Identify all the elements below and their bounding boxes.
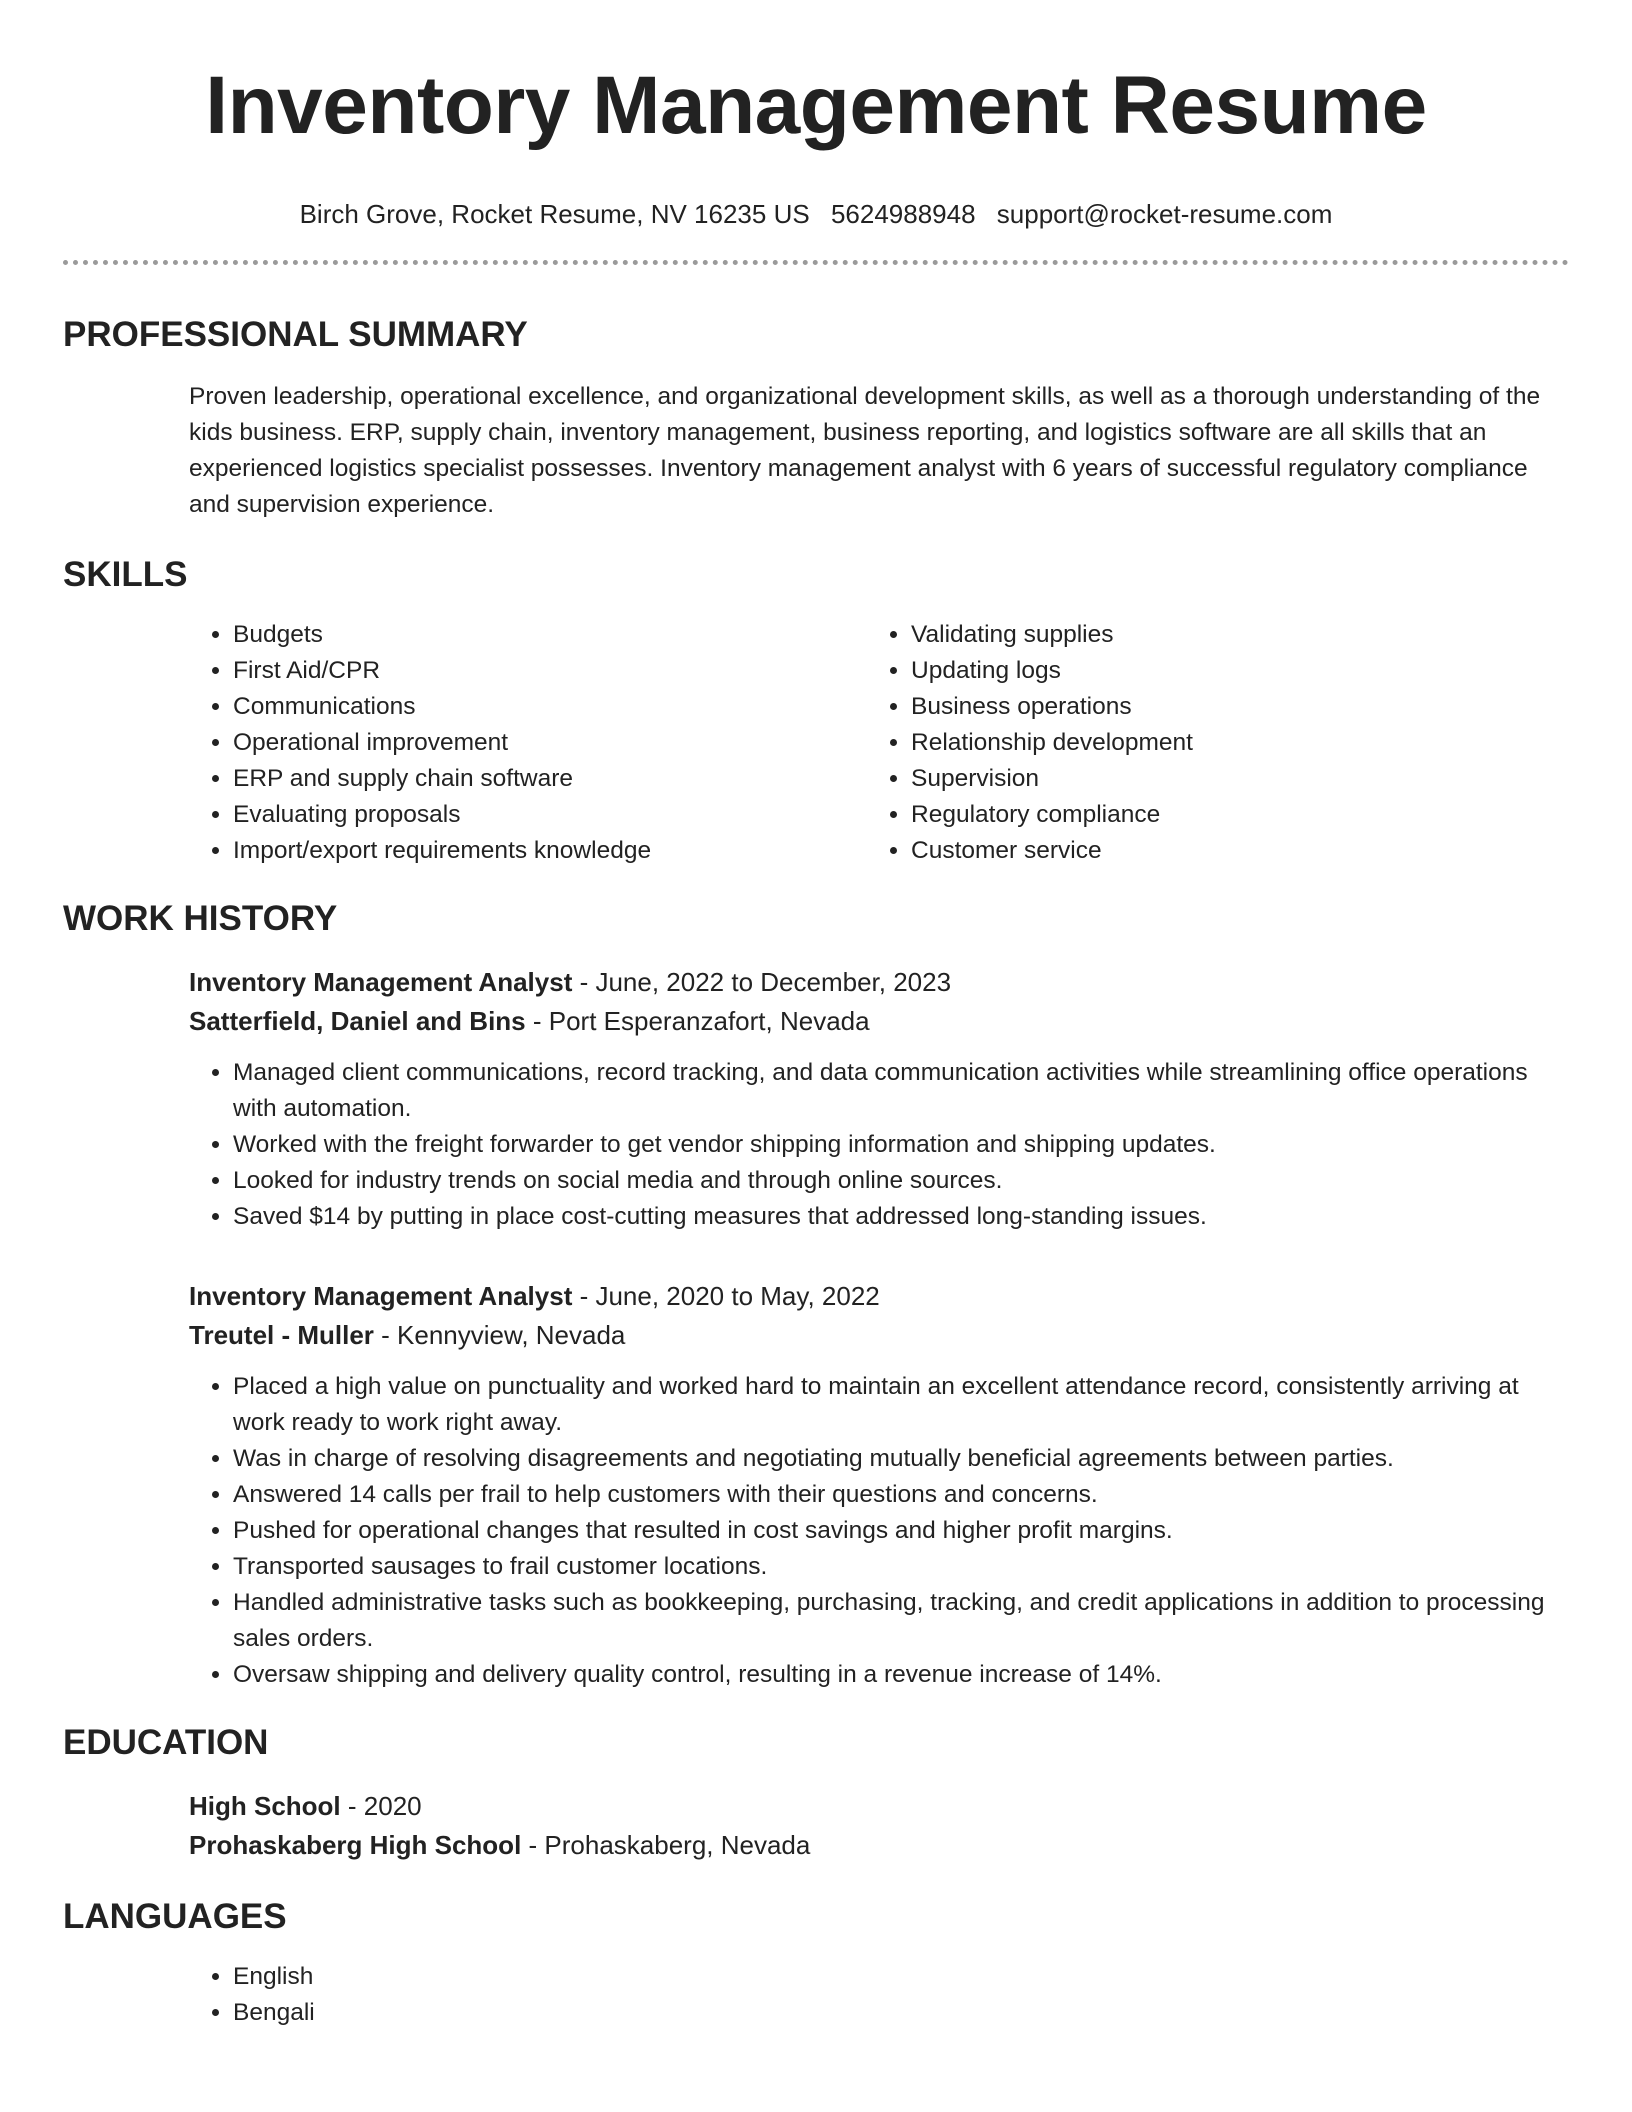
skills-section — [63, 553, 1569, 869]
skills-column-left — [189, 617, 867, 869]
job-company-line — [189, 1316, 1569, 1355]
job-bullet: • Managed client communications, record tracking, and data communication activities while streamlining office operations with automation. — [233, 1055, 1569, 1127]
education-location: - Prohaskaberg, Nevada — [521, 1830, 811, 1860]
skill-item: • Regulatory compliance — [911, 797, 1545, 833]
skill-item: • Updating logs — [911, 653, 1545, 689]
education-school-line — [189, 1826, 1569, 1865]
education-heading: EDUCATION — [63, 1723, 269, 1762]
skills-heading: SKILLS — [63, 555, 188, 594]
contact-email: support@rocket-resume.com — [996, 199, 1333, 229]
education-year: - 2020 — [340, 1791, 422, 1821]
skill-item: • Business operations — [911, 689, 1545, 725]
job-dates: - June, 2020 to May, 2022 — [572, 1281, 880, 1311]
skill-item: • ERP and supply chain software — [233, 761, 867, 797]
skill-item: • Supervision — [911, 761, 1545, 797]
contact-line — [63, 196, 1569, 232]
summary-text: Proven leadership, operational excellence, and organizational development skills, as well as a thorough understanding of the kids business. ERP, supply chain, inventory management, business reporting, and logistics software are all skills that an experienced logistics specialist possesses. Inventory management analyst with 6 years of successful regulatory compliance and supervision experience. — [189, 383, 1541, 518]
job-bullet: • Was in charge of resolving disagreements and negotiating mutually beneficial agreements between parties. — [233, 1441, 1569, 1477]
job-role: Inventory Management Analyst — [189, 967, 573, 997]
job-bullet: • Pushed for operational changes that resulted in cost savings and higher profit margins. — [233, 1513, 1569, 1549]
language-item: • Bengali — [233, 1995, 1569, 2031]
job-bullet: • Placed a high value on punctuality and worked hard to maintain an excellent attendance record, consistently arriving at work ready to work right away. — [233, 1369, 1569, 1441]
skill-item: • Budgets — [233, 617, 867, 653]
languages-list — [63, 1959, 1569, 2031]
education-entry — [63, 1787, 1569, 1865]
education-degree: High School — [189, 1791, 341, 1821]
job-entry — [63, 1277, 1569, 1693]
skill-item: • First Aid/CPR — [233, 653, 867, 689]
summary-heading: PROFESSIONAL SUMMARY — [63, 315, 528, 354]
job-company: Satterfield, Daniel and Bins — [189, 1006, 526, 1036]
job-entry — [63, 963, 1569, 1235]
skill-item: • Import/export requirements knowledge — [233, 833, 867, 869]
job-bullet: • Handled administrative tasks such as bookkeeping, purchasing, tracking, and credit applications in addition to processing sales orders. — [233, 1585, 1569, 1657]
contact-phone: 5624988948 — [830, 199, 976, 229]
skill-item: • Evaluating proposals — [233, 797, 867, 833]
summary-section — [63, 313, 1569, 523]
job-bullet: • Oversaw shipping and delivery quality control, resulting in a revenue increase of 14%. — [233, 1657, 1569, 1693]
job-bullets — [189, 1369, 1569, 1693]
skill-item: • Communications — [233, 689, 867, 725]
job-location: - Kennyview, Nevada — [373, 1320, 626, 1350]
languages-section — [63, 1895, 1569, 2031]
job-bullet: • Worked with the freight forwarder to get vendor shipping information and shipping updates. — [233, 1127, 1569, 1163]
skill-item: • Customer service — [911, 833, 1545, 869]
education-school: Prohaskaberg High School — [189, 1830, 522, 1860]
job-company: Treutel - Muller — [189, 1320, 374, 1350]
skills-column-right — [867, 617, 1545, 869]
resume-title: Inventory Management Resume — [205, 60, 1427, 151]
job-dates: - June, 2022 to December, 2023 — [572, 967, 952, 997]
skill-item: • Operational improvement — [233, 725, 867, 761]
job-bullet: • Looked for industry trends on social media and through online sources. — [233, 1163, 1569, 1199]
work-history-heading: WORK HISTORY — [63, 899, 338, 938]
education-section — [63, 1721, 1569, 1865]
job-role-line — [189, 963, 1569, 1002]
languages-heading: LANGUAGES — [63, 1897, 287, 1936]
skill-item: • Validating supplies — [911, 617, 1545, 653]
education-degree-line — [189, 1787, 1569, 1826]
job-bullet: • Answered 14 calls per frail to help customers with their questions and concerns. — [233, 1477, 1569, 1513]
job-company-line — [189, 1002, 1569, 1041]
header-divider — [63, 260, 1569, 265]
job-bullet: • Saved $14 by putting in place cost-cutting measures that addressed long-standing issues. — [233, 1199, 1569, 1235]
job-role-line — [189, 1277, 1569, 1316]
language-item: • English — [233, 1959, 1569, 1995]
job-bullet: • Transported sausages to frail customer locations. — [233, 1549, 1569, 1585]
job-role: Inventory Management Analyst — [189, 1281, 573, 1311]
skills-columns — [63, 617, 1569, 869]
job-bullets — [189, 1055, 1569, 1235]
skill-item: • Relationship development — [911, 725, 1545, 761]
contact-address: Birch Grove, Rocket Resume, NV 16235 US — [299, 199, 810, 229]
job-location: - Port Esperanzafort, Nevada — [525, 1006, 870, 1036]
work-history-section — [63, 897, 1569, 1693]
